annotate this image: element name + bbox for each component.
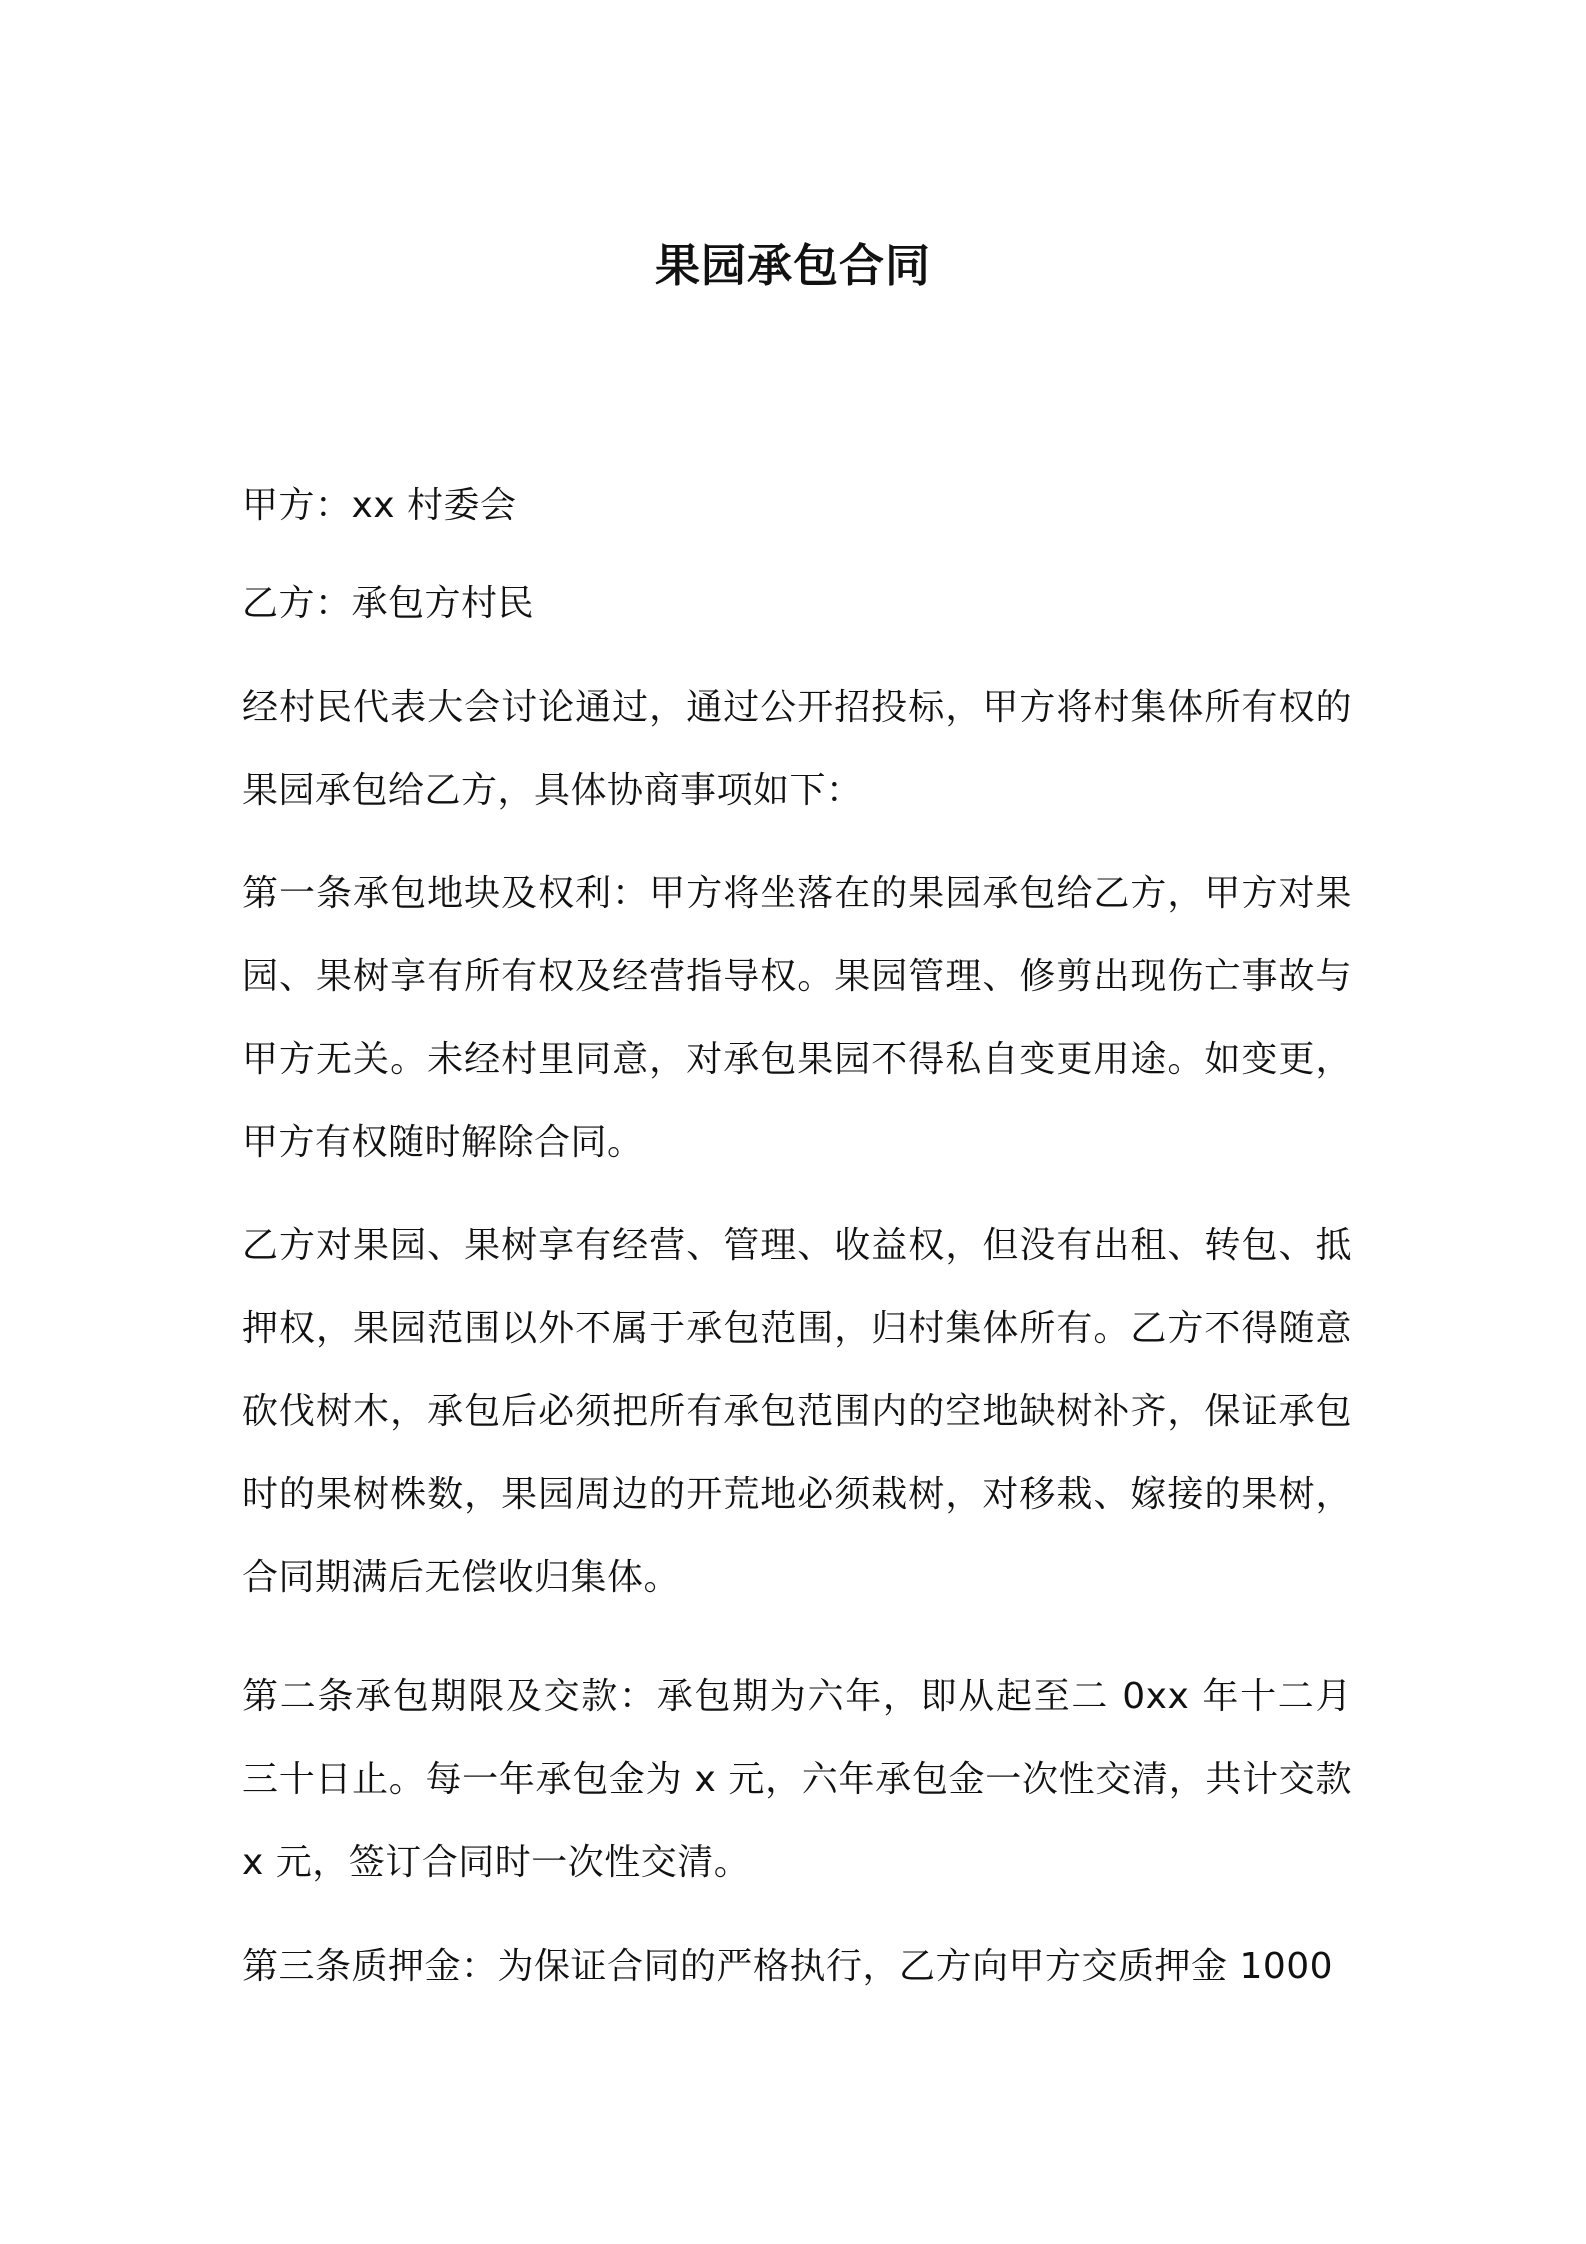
clause-1-text: 第一条承包地块及权利：甲方将坐落在的果园承包给乙方，甲方对果园、果树享有所有权及经营指导权。果园管理、修剪出现伤亡事故与甲方无关。未经村里同意，对承包果园不得私自变更用途。如变更，甲方有权随时解除合同。 [242, 873, 1352, 1163]
clause-2-text: 第二条承包期限及交款：承包期为六年，即从起至二 0xx 年十二月三十日止。每一年承包金为 x 元，六年承包金一次性交清，共计交款 x 元，签订合同时一次性交清。 [242, 1676, 1352, 1883]
clause-1-continuation-text: 乙方对果园、果树享有经营、管理、收益权，但没有出租、转包、抵押权，果园范围以外不属于承包范围，归村集体所有。乙方不得随意砍伐树木，承包后必须把所有承包范围内的空地缺树补齐，保证承包时的果树株数，果园周边的开荒地必须栽树，对移栽、嫁接的果树，合同期满后无偿收归集体。 [242, 1225, 1352, 1598]
clause-1-continuation-paragraph [242, 1204, 1352, 1619]
intro-paragraph [242, 666, 1352, 832]
clause-3-text: 第三条质押金：为保证合同的严格执行，乙方向甲方交质押金 1000 [242, 1946, 1334, 1987]
party-a-text: 甲方：xx 村委会 [242, 485, 517, 526]
clause-2-paragraph [242, 1655, 1352, 1904]
clause-3-paragraph [242, 1925, 1352, 2008]
intro-text: 经村民代表大会讨论通过，通过公开招投标，甲方将村集体所有权的果园承包给乙方，具体协商事项如下： [242, 687, 1352, 811]
clause-1-paragraph [242, 852, 1352, 1184]
document-title: 果园承包合同 [654, 239, 931, 292]
party-b-text: 乙方：承包方村民 [242, 583, 535, 624]
party-b-line [242, 562, 1352, 645]
party-a-line [242, 464, 1352, 547]
